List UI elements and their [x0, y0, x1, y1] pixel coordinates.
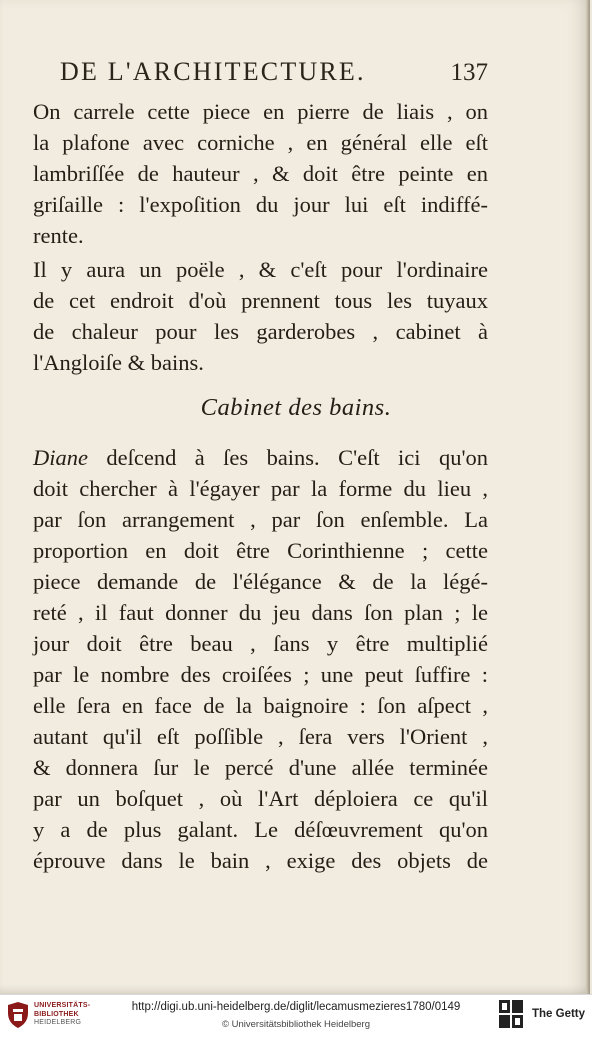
- permalink-url[interactable]: http://digi.ub.uni-heidelberg.de/diglit/lecamusmezieres1780/0149: [131, 1001, 461, 1013]
- library-city: HEIDELBERG: [34, 1019, 82, 1026]
- running-head: DE L'ARCHITECTURE.: [60, 57, 366, 86]
- text-line: griſaille : l'expoſition du jour lui eſt indiffé-: [33, 192, 488, 217]
- text-line: éprouve dans le bain , exige des objets de: [33, 848, 488, 873]
- text-line: la plafone avec corniche , en général elle eſt: [33, 130, 488, 155]
- italic-name: Diane: [33, 445, 88, 470]
- text-line-rest: deſcend à ſes bains. C'eſt ici qu'on: [88, 445, 488, 470]
- text-line: de cet endroit d'où prennent tous les tuyaux: [33, 288, 488, 313]
- text-line: par ſon arrangement , par ſon enſemble. La: [33, 507, 488, 532]
- partner-name: The Getty: [532, 1008, 586, 1020]
- page-number: 137: [450, 59, 488, 86]
- getty-logo-icon: [498, 999, 524, 1029]
- page-edge: [586, 0, 590, 994]
- text-line: proportion en doit être Corinthienne ; cette: [33, 538, 488, 563]
- text-line: de chaleur pour les garderobes , cabinet à: [33, 319, 488, 344]
- text-line: On carrele cette piece en pierre de liais , on: [33, 99, 488, 124]
- text-line: doit chercher à l'égayer par la forme du lieu ,: [33, 476, 488, 501]
- text-line: lambriſſée de hauteur , & doit être peinte en: [33, 161, 488, 186]
- text-line: par le nombre des croiſées ; une peut ſuffire :: [33, 662, 488, 687]
- text-line: rente.: [33, 223, 84, 248]
- section-title: Cabinet des bains.: [200, 394, 392, 421]
- paragraph-1: [33, 96, 488, 251]
- paragraph-3: [33, 442, 488, 876]
- library-name-line2: BIBLIOTHEK: [34, 1010, 79, 1018]
- text-line: [33, 442, 488, 473]
- text-line: l'Angloiſe & bains.: [33, 350, 204, 375]
- library-name-line1: UNIVERSITÄTS-: [34, 1002, 91, 1009]
- text-line: reté , il faut donner du jeu dans ſon plan ; le: [33, 600, 488, 625]
- text-line: autant qu'il eſt poſſible , ſera vers l'Orient ,: [33, 724, 488, 749]
- viewer-footer: [0, 994, 592, 1037]
- paragraph-2: [33, 254, 488, 378]
- copyright-notice: © Universitätsbibliothek Heidelberg: [222, 1019, 370, 1030]
- text-line: jour doit être beau , ſans y être multiplié: [33, 631, 488, 656]
- text-line: & donnera ſur le percé d'une allée terminée: [33, 755, 488, 780]
- text-line: elle ſera en face de la baignoire : ſon aſpect ,: [33, 693, 488, 718]
- text-line: piece demande de l'élégance & de la légé-: [33, 569, 488, 594]
- text-line: par un boſquet , où l'Art déploiera ce qu'il: [33, 786, 488, 811]
- text-line: y a de plus galant. Le déſœuvrement qu'on: [33, 817, 488, 842]
- text-line: Il y aura un poële , & c'eſt pour l'ordinaire: [33, 257, 488, 282]
